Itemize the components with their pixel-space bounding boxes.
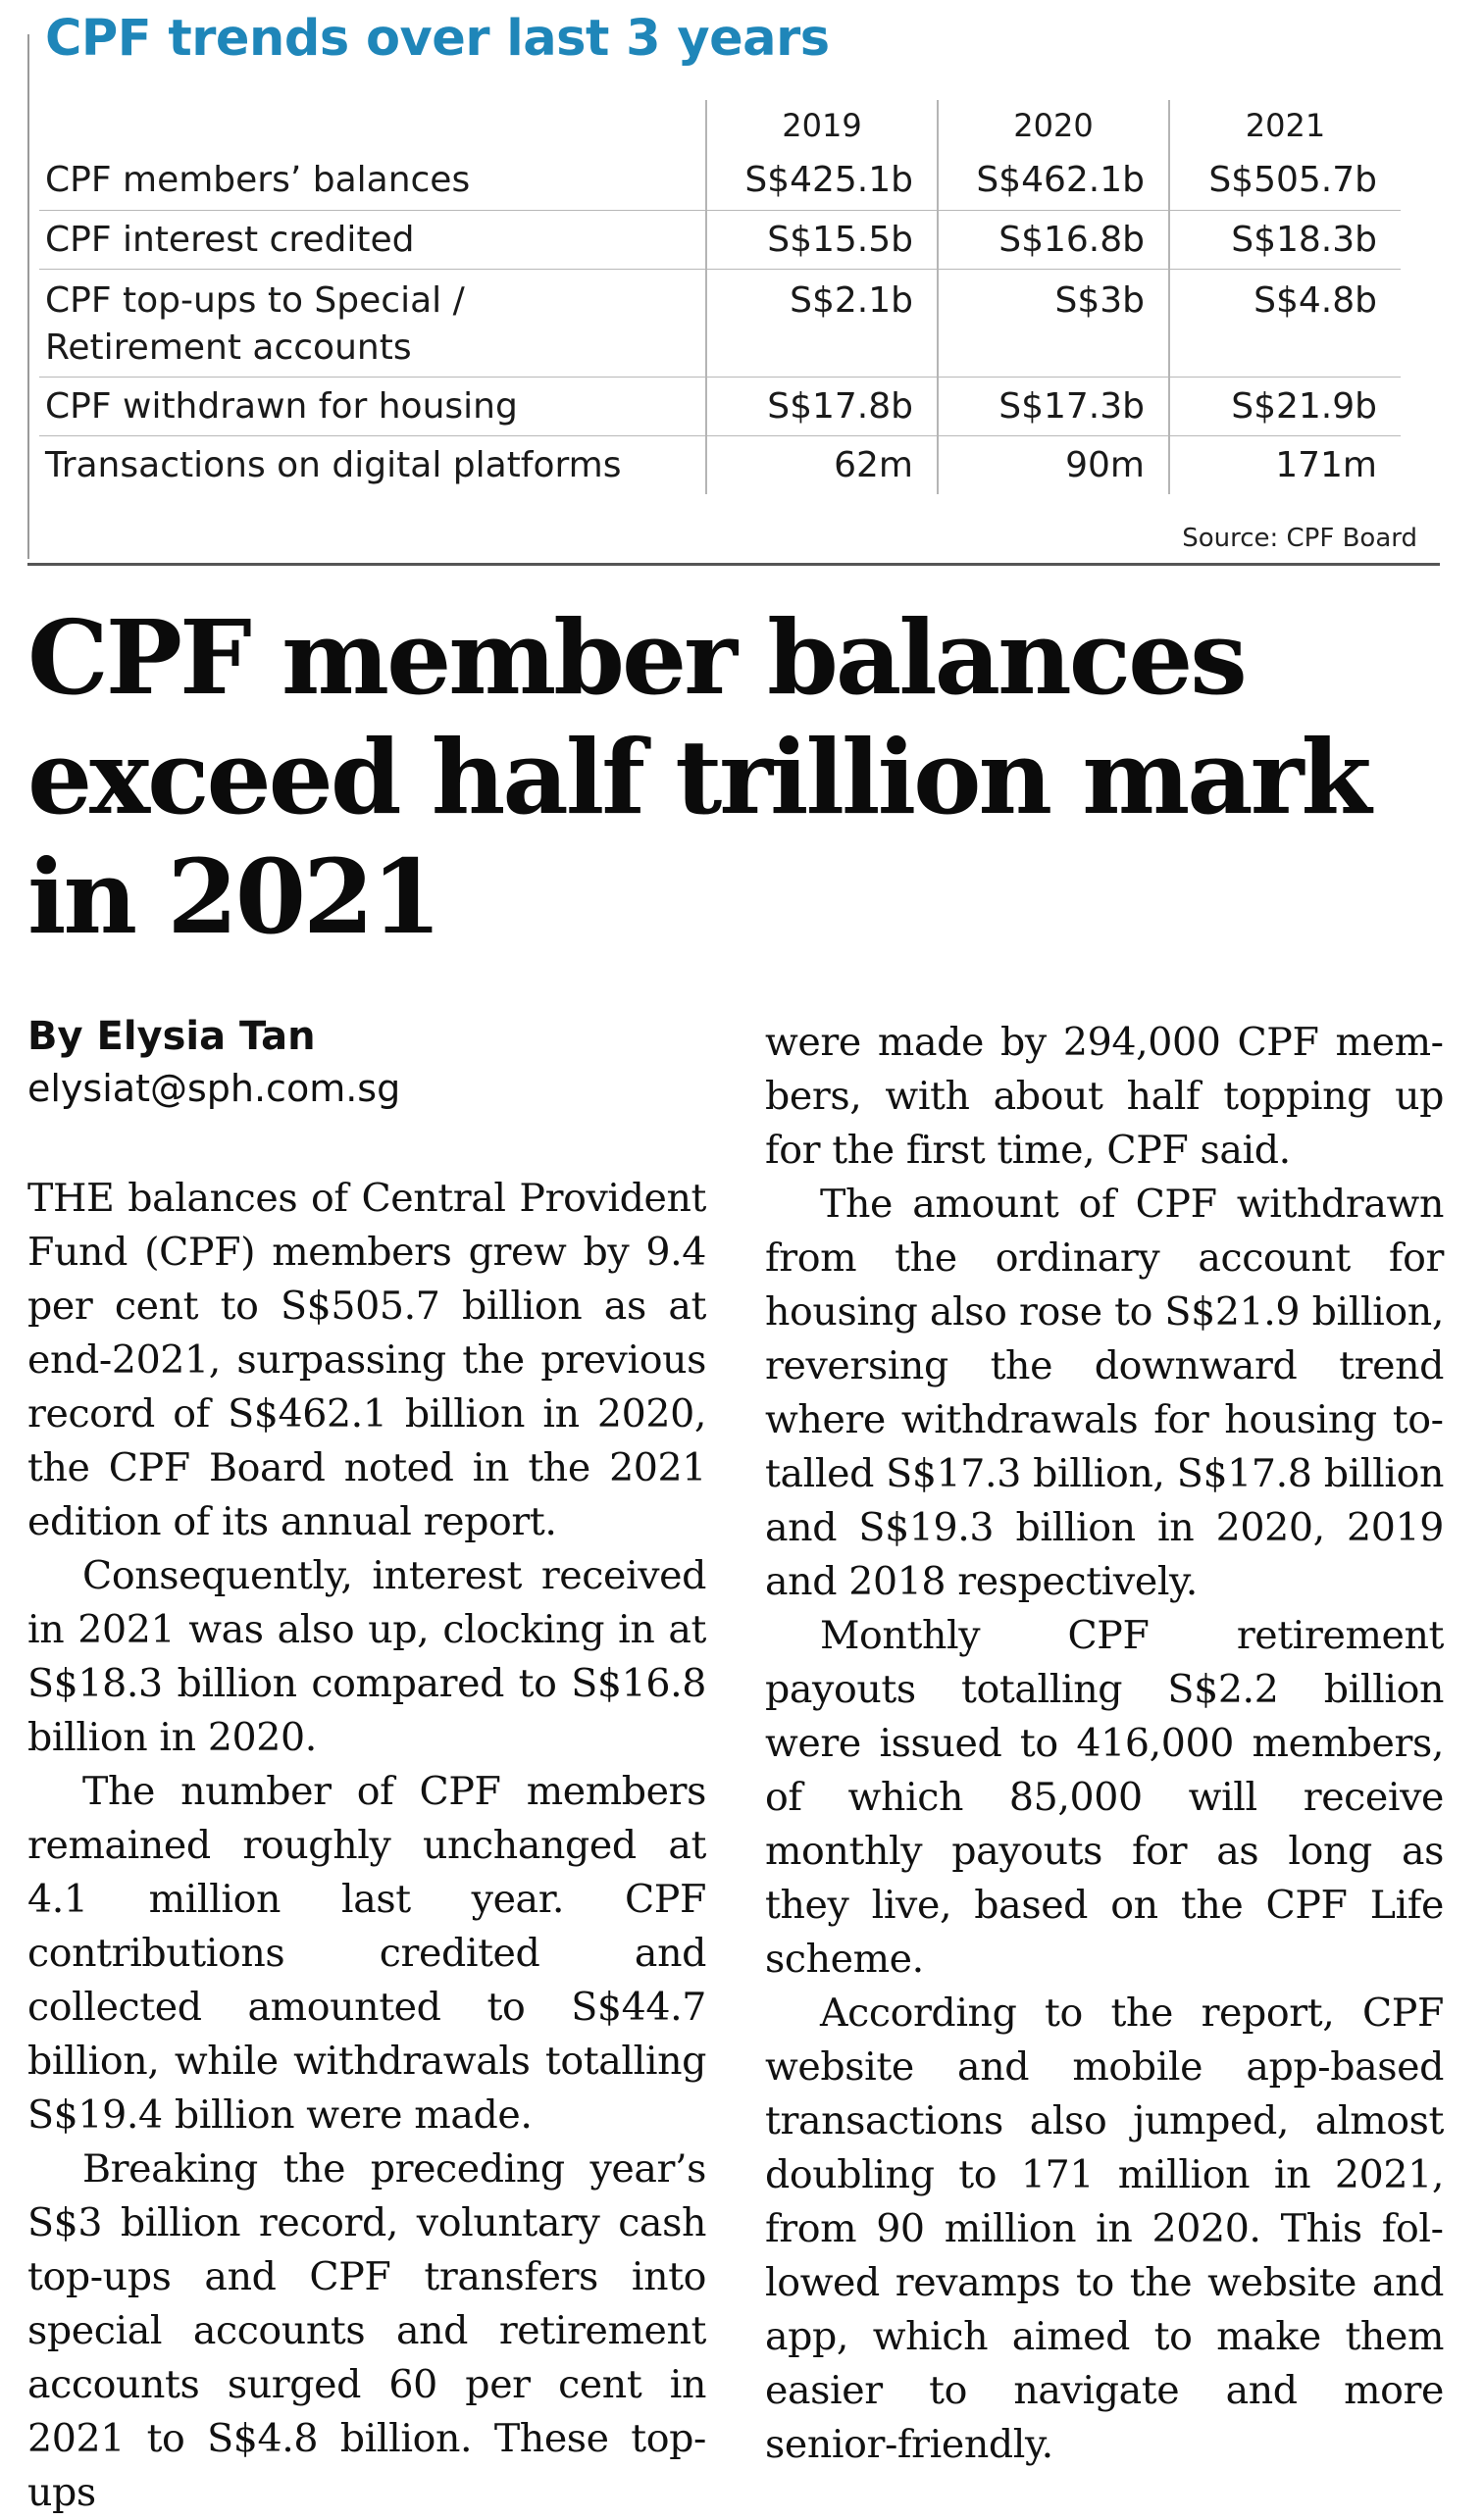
table-cell: S$15.5b (706, 210, 938, 269)
table-header-row (39, 100, 1401, 151)
header-year: 2019 (706, 100, 938, 151)
paragraph: The amount of CPF withdrawn from the ordinary account for housing also rose to S$21.9 billion, reversing the downward trend where withdrawals for housing totalled S$17.3 billion, S$17.8 billion and S$19.3 billion in 2020, 2019 and 2018 respectively. (765, 1182, 1444, 1604)
row-label: CPF withdrawn for housing (39, 377, 706, 435)
table-cell: S$18.3b (1169, 210, 1401, 269)
box-bottom-rule (27, 563, 1440, 566)
paragraph: Monthly CPF retirement payouts totalling S$2.2 billion were issued to 416,000 members, of which 85,000 will receive monthly payouts for as long as they live, based on the CPF Life scheme. (765, 1613, 1444, 1982)
box-title: CPF trends over last 3 years (45, 10, 830, 68)
source-credit: Source: CPF Board (1182, 524, 1417, 553)
table-cell: 90m (938, 435, 1169, 494)
table-cell: S$17.3b (938, 377, 1169, 435)
table-cell: 171m (1169, 435, 1401, 494)
table-row (39, 269, 1401, 377)
paragraph: Consequently, interest received in 2021 was also up, clocking in at S$18.3 billion compared to S$16.8 billion in 2020. (27, 1553, 706, 1760)
row-label-line: CPF top-ups to Special / (45, 279, 465, 321)
row-label (39, 269, 706, 377)
table-cell: S$2.1b (706, 269, 938, 377)
table-cell: S$16.8b (938, 210, 1169, 269)
table-cell: S$462.1b (938, 151, 1169, 210)
paragraph: were made by 294,000 CPF members, with about half topping up for the first time, CPF said. (765, 1020, 1444, 1173)
paragraph: According to the report, CPF website and mobile app-based transactions also jumped, almost doubling to 171 million in 2021, from 90 million in 2020. This followed revamps to the website and app, which aimed to make them easier to navigate and more senior-friendly. (765, 1991, 1444, 2467)
paragraph: THE balances of Central Provident Fund (CPF) members grew by 9.4 per cent to S$505.7 billion as at end-2021, surpassing the previous record of S$462.1 billion in 2020, the CPF Board noted in the 2021 edition of its annual report. (27, 1176, 706, 1544)
table-cell: S$425.1b (706, 151, 938, 210)
paragraph: The number of CPF members remained roughly unchanged at 4.1 million last year. CPF contributions credited and collected amounted to S$44.7 billion, while withdrawals totalling S$19.4 billion were made. (27, 1769, 706, 2138)
table-cell: 62m (706, 435, 938, 494)
table-cell: S$505.7b (1169, 151, 1401, 210)
table-cell: S$3b (938, 269, 1169, 377)
table-row (39, 210, 1401, 269)
box-left-border (27, 34, 29, 559)
table-cell: S$4.8b (1169, 269, 1401, 377)
table-cell: S$21.9b (1169, 377, 1401, 435)
cpf-trends-table (39, 100, 1401, 494)
row-label-line: Retirement accounts (45, 327, 412, 368)
table-row (39, 151, 1401, 210)
header-empty-cell (39, 100, 706, 151)
row-label: CPF members’ balances (39, 151, 706, 210)
row-label: CPF interest credited (39, 210, 706, 269)
table-cell: S$17.8b (706, 377, 938, 435)
row-label: Transactions on digital platforms (45, 444, 622, 485)
header-year: 2020 (938, 100, 1169, 151)
article-column-right (765, 1016, 1444, 2472)
byline (27, 1010, 400, 1114)
table-row (39, 435, 1401, 494)
article-column-left (27, 1172, 706, 2520)
headline: CPF member balances exceed half trillion mark in 2021 (27, 597, 1369, 957)
author-email: elysiat@sph.com.sg (27, 1067, 401, 1110)
header-year: 2021 (1169, 100, 1401, 151)
table-row (39, 377, 1401, 435)
author-name: By Elysia Tan (27, 1014, 316, 1059)
paragraph: Breaking the preceding year’s S$3 billion record, voluntary cash top-ups and CPF transfers into special accounts and retirement accounts surged 60 per cent in 2021 to S$4.8 billion. These top-ups (27, 2146, 706, 2515)
